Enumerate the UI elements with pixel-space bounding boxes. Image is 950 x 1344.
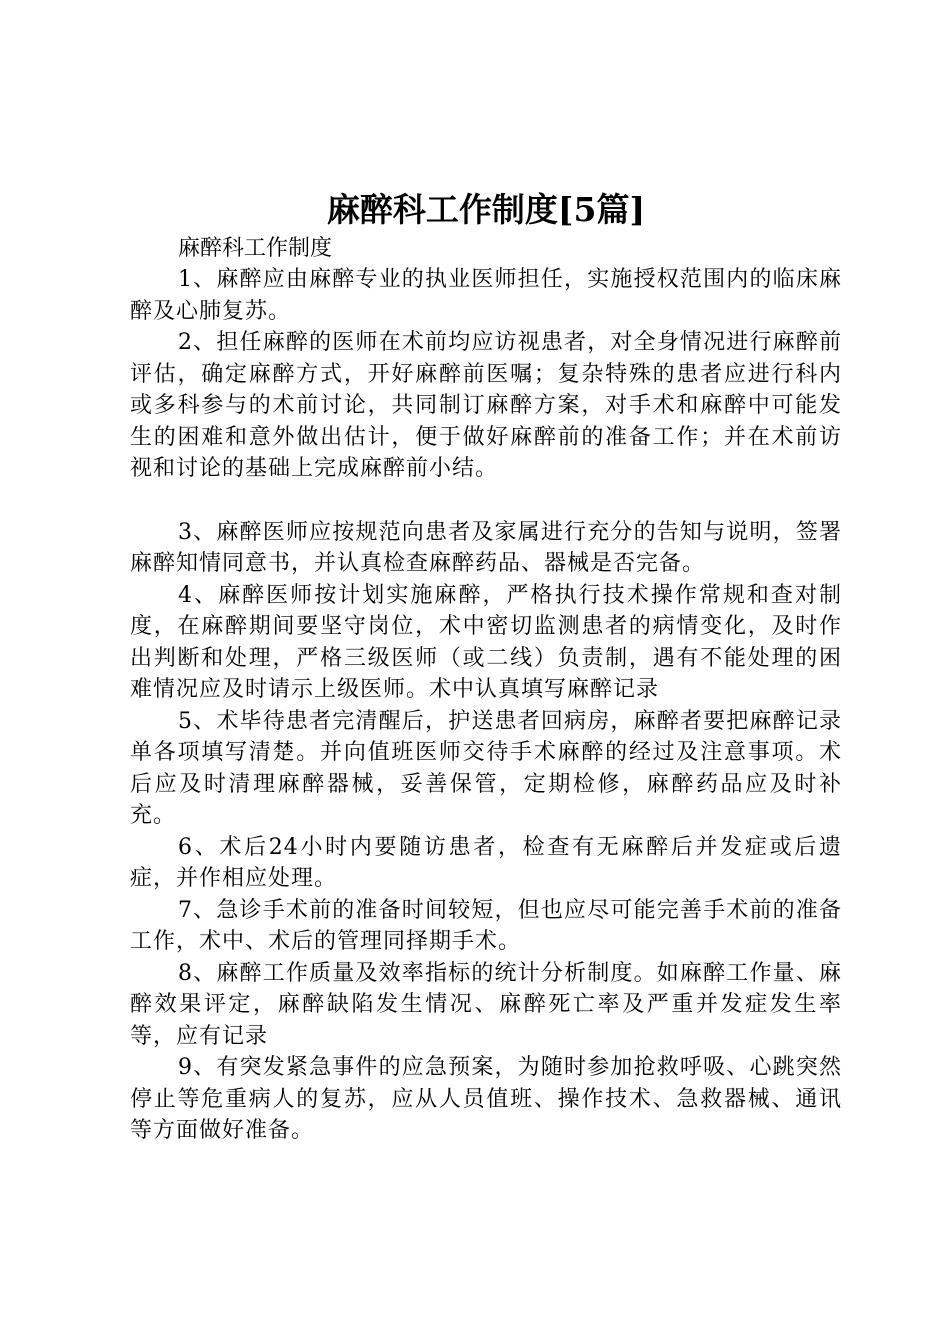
document-subtitle: 麻醉科工作制度	[178, 236, 333, 261]
paragraph-6: 6、术后24小时内要随访患者，检查有无麻醉后并发症或后遗症，并作相应处理。	[130, 834, 842, 891]
paragraph-7: 7、急诊手术前的准备时间较短，但也应尽可能完善手术前的准备工作，术中、术后的管理同择期手术。	[130, 897, 842, 954]
paragraph-2: 2、担任麻醉的医师在术前均应访视患者，对全身情况进行麻醉前评估，确定麻醉方式，开好麻醉前医嘱；复杂特殊的患者应进行科内或多科参与的术前讨论，共同制订麻醉方案，对手术和麻醉中可能发生的困难和意外做出估计，便于做好麻醉前的准备工作；并在术前访视和讨论的基础上完成麻醉前小结。	[130, 330, 842, 481]
paragraph-8: 8、麻醉工作质量及效率指标的统计分析制度。如麻醉工作量、麻醉效果评定，麻醉缺陷发生情况、麻醉死亡率及严重并发症发生率等，应有记录	[130, 960, 842, 1049]
paragraph-4: 4、麻醉医师按计划实施麻醉，严格执行技术操作常规和查对制度，在麻醉期间要坚守岗位，术中密切监测患者的病情变化，及时作出判断和处理，严格三级医师（或二线）负责制，遇有不能处理的困难情况应及时请示上级医师。术中认真填写麻醉记录	[130, 582, 842, 702]
paragraph-3: 3、麻醉医师应按规范向患者及家属进行充分的告知与说明，签署麻醉知情同意书，并认真检查麻醉药品、器械是否完备。	[130, 519, 842, 576]
document-title: 麻醉科工作制度[5篇]	[326, 190, 646, 229]
document-page	[130, 190, 842, 1147]
paragraph-9: 9、有突发紧急事件的应急预案，为随时参加抢救呼吸、心跳突然停止等危重病人的复苏，应从人员值班、操作技术、急救器械、通讯等方面做好准备。	[130, 1055, 842, 1143]
paragraph-1: 1、麻醉应由麻醉专业的执业医师担任，实施授权范围内的临床麻醉及心肺复苏。	[130, 267, 842, 324]
paragraph-5: 5、术毕待患者完清醒后，护送患者回病房，麻醉者要把麻醉记录单各项填写清楚。并向值班医师交待手术麻醉的经过及注意事项。术后应及时清理麻醉器械，妥善保管，定期检修，麻醉药品应及时补充。	[130, 708, 842, 828]
